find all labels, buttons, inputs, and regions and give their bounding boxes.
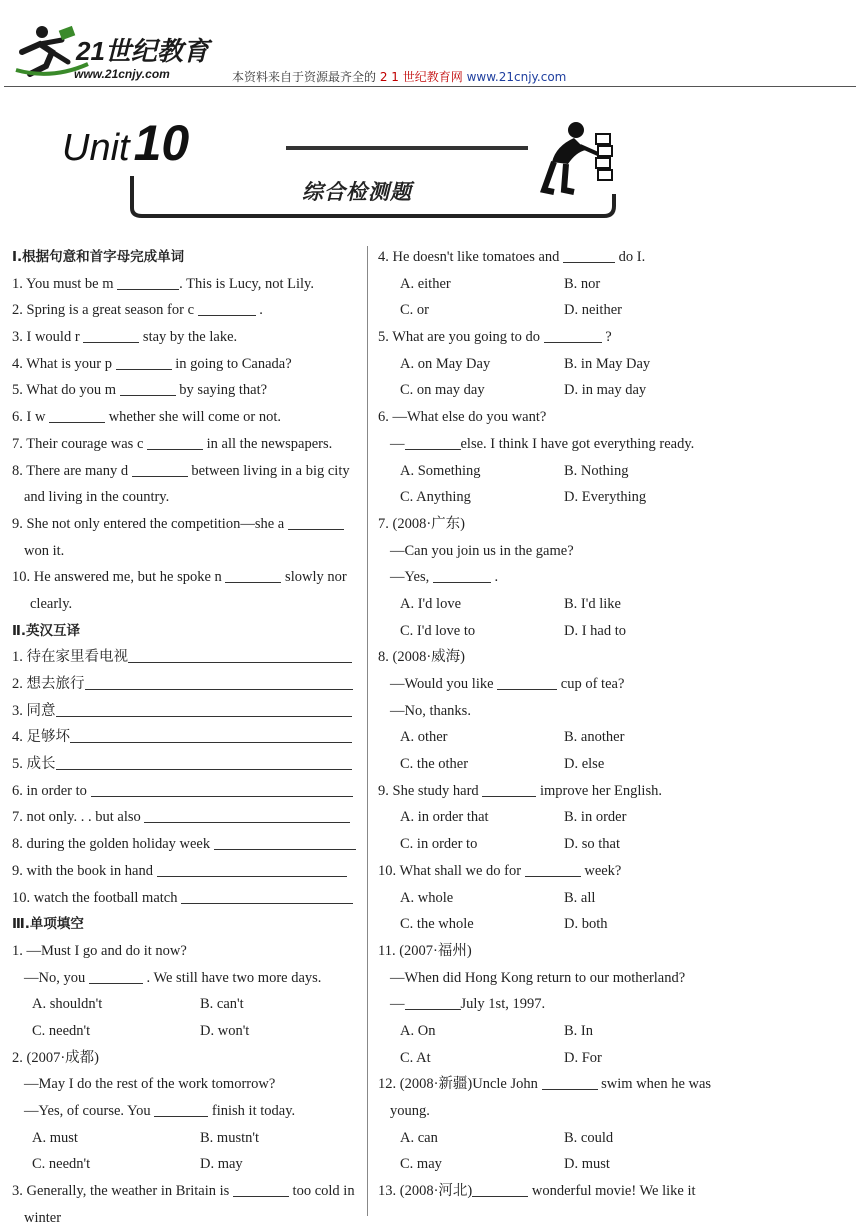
fill-q3: 3. I would r stay by the lake. — [12, 324, 364, 351]
subtitle: 综合检测题 — [302, 180, 412, 204]
header-divider — [4, 86, 856, 87]
answer-blank[interactable] — [288, 513, 344, 530]
mc-q6: 6. —What else do you want? — [378, 409, 547, 426]
unit-title — [62, 114, 189, 172]
option-a[interactable]: A. on May Day — [400, 355, 491, 372]
logo-text: 21世纪教育 — [76, 36, 209, 66]
mc-q6-options-ab — [378, 458, 724, 485]
fill-q7: 7. Their courage was c in all the newspapers. — [12, 431, 364, 458]
fill-q9: 9. She not only entered the competition—she a — [12, 511, 364, 538]
mc-q1: 1. —Must I go and do it now? — [12, 942, 187, 959]
mc-q11-stem: — July 1st, 1997. — [378, 991, 724, 1018]
answer-blank[interactable] — [497, 673, 557, 690]
person-lifting-boxes-icon — [524, 116, 620, 196]
answer-blank[interactable] — [157, 860, 347, 877]
option-b[interactable]: B. mustn't — [200, 1129, 260, 1146]
fill-q1: 1. You must be m . This is Lucy, not Lily. — [12, 271, 364, 298]
site-note-prefix: 本资料来自于资源最齐全的 — [232, 70, 377, 84]
option-b[interactable]: B. another — [564, 729, 625, 746]
answer-blank[interactable] — [405, 993, 461, 1010]
answer-blank[interactable] — [70, 726, 352, 743]
fill-q8: 8. There are many d between living in a big city — [12, 458, 364, 485]
mc-q7-options-cd — [378, 618, 724, 645]
option-a[interactable]: A. must — [32, 1129, 78, 1146]
translate-q7: 7. not only. . . but also — [12, 804, 364, 831]
option-b[interactable]: B. in May Day — [564, 355, 651, 372]
translate-q6: 6. in order to — [12, 778, 364, 805]
mc-q8-stem: —Would you like cup of tea? — [378, 671, 724, 698]
mc-q12-cont: young. — [390, 1103, 430, 1119]
mc-q13: 13. (2008·河北) wonderful movie! We like it — [378, 1178, 724, 1205]
answer-blank[interactable] — [233, 1180, 289, 1197]
mc-q5-options-cd — [378, 377, 724, 404]
answer-blank[interactable] — [154, 1100, 208, 1117]
mc-q5: 5. What are you going to do ? — [378, 324, 724, 351]
logo-url: www.21cnjy.com — [74, 67, 170, 81]
option-d[interactable]: D. may — [200, 1156, 243, 1173]
option-d[interactable]: D. I had to — [564, 622, 627, 639]
mc-q11-options-cd — [378, 1045, 724, 1072]
answer-blank[interactable] — [85, 673, 353, 690]
option-c[interactable]: C. the whole — [400, 916, 474, 933]
mc-q9: 9. She study hard improve her English. — [378, 778, 724, 805]
mc-q4-options-ab — [378, 271, 724, 298]
mc-q8-source: 8. (2008·威海) — [378, 649, 465, 666]
mc-q10-options-ab — [378, 885, 724, 912]
answer-blank[interactable] — [147, 433, 203, 450]
answer-blank[interactable] — [83, 326, 139, 343]
right-column — [378, 244, 724, 1205]
translate-q5: 5. 成长 — [12, 751, 364, 778]
option-b[interactable]: B. In — [564, 1022, 593, 1039]
answer-blank[interactable] — [132, 460, 188, 477]
option-c[interactable]: C. on may day — [400, 382, 485, 399]
option-b[interactable]: B. can't — [200, 996, 244, 1013]
option-c[interactable]: C. in order to — [400, 836, 478, 853]
option-c[interactable]: C. or — [400, 302, 429, 319]
option-c[interactable]: C. may — [400, 1156, 442, 1173]
option-a[interactable]: A. either — [400, 275, 451, 292]
fill-q4: 4. What is your p in going to Canada? — [12, 351, 364, 378]
option-a[interactable]: A. I'd love — [400, 595, 462, 612]
answer-blank[interactable] — [117, 273, 179, 290]
site-note-name[interactable]: 2 1 世纪教育网 — [379, 70, 463, 84]
fill-q5: 5. What do you m by saying that? — [12, 377, 364, 404]
left-column — [12, 244, 364, 1231]
translate-q8: 8. during the golden holiday week — [12, 831, 364, 858]
mc-q1-stem: —No, you . We still have two more days. — [12, 965, 364, 992]
answer-blank[interactable] — [89, 967, 143, 984]
option-d[interactable]: D. in may day — [564, 382, 647, 399]
site-note — [232, 68, 566, 85]
mc-q6-options-cd — [378, 484, 724, 511]
mc-q12-options-ab — [378, 1125, 724, 1152]
mc-q11-options-ab — [378, 1018, 724, 1045]
mc-q9-options-ab — [378, 804, 724, 831]
answer-blank[interactable] — [225, 566, 281, 583]
translate-q3: 3. 同意 — [12, 698, 364, 725]
section-1-heading: Ⅰ.根据句意和首字母完成单词 — [12, 249, 185, 265]
option-a[interactable]: A. On — [400, 1022, 436, 1039]
mc-q3-cont: winter — [24, 1209, 62, 1226]
answer-blank[interactable] — [472, 1180, 528, 1197]
mc-q2: —May I do the rest of the work tomorrow? — [24, 1076, 276, 1093]
mc-q7-stem: —Yes, . — [378, 564, 724, 591]
option-d[interactable]: D. so that — [564, 836, 620, 853]
unit-word: Unit — [62, 127, 130, 169]
title-line — [286, 146, 528, 150]
option-d[interactable]: D. else — [564, 756, 605, 773]
mc-q4-options-cd — [378, 297, 724, 324]
site-note-link[interactable]: www.21cnjy.com — [466, 70, 567, 84]
fill-q6: 6. I w whether she will come or not. — [12, 404, 364, 431]
answer-blank[interactable] — [144, 806, 350, 823]
option-c[interactable]: C. needn't — [32, 1156, 91, 1173]
mc-q2-options-cd — [12, 1151, 364, 1178]
mc-q10-options-cd — [378, 911, 724, 938]
mc-q4: 4. He doesn't like tomatoes and do I. — [378, 244, 724, 271]
option-b[interactable]: B. Nothing — [564, 462, 629, 479]
unit-number: 10 — [133, 115, 190, 171]
option-d[interactable]: D. Everything — [564, 489, 647, 506]
mc-q9-options-cd — [378, 831, 724, 858]
mc-q10: 10. What shall we do for week? — [378, 858, 724, 885]
mc-q1-options-ab — [12, 991, 364, 1018]
mc-q8-options-ab — [378, 724, 724, 751]
answer-blank[interactable] — [49, 406, 105, 423]
mc-q11: —When did Hong Kong return to our motherland? — [390, 969, 686, 986]
mc-q12: 12. (2008·新疆)Uncle John swim when he was — [378, 1071, 724, 1098]
option-a[interactable]: A. shouldn't — [32, 996, 103, 1013]
option-c[interactable]: C. At — [400, 1049, 431, 1066]
answer-blank[interactable] — [91, 780, 353, 797]
logo-icon — [12, 22, 222, 84]
mc-q2-options-ab — [12, 1125, 364, 1152]
answer-blank[interactable] — [198, 299, 256, 316]
mc-q2-source: 2. (2007·成都) — [12, 1049, 99, 1066]
answer-blank[interactable] — [563, 246, 615, 263]
option-b[interactable]: B. nor — [564, 275, 601, 292]
fill-q10-cont: clearly. — [30, 595, 73, 612]
fill-q2: 2. Spring is a great season for c . — [12, 297, 364, 324]
section-3-heading: Ⅲ.单项填空 — [12, 916, 84, 933]
option-a[interactable]: A. Something — [400, 462, 481, 479]
answer-blank[interactable] — [116, 353, 172, 370]
option-a[interactable]: A. whole — [400, 889, 454, 906]
answer-blank[interactable] — [56, 753, 352, 770]
mc-q5-options-ab — [378, 351, 724, 378]
mc-q3: 3. Generally, the weather in Britain is too cold in — [12, 1178, 364, 1205]
answer-blank[interactable] — [544, 326, 602, 343]
option-b[interactable]: B. could — [564, 1129, 614, 1146]
option-d[interactable]: D. neither — [564, 302, 622, 319]
translate-q2: 2. 想去旅行 — [12, 671, 364, 698]
fill-q9-cont: won it. — [24, 542, 65, 559]
option-b[interactable]: B. all — [564, 889, 596, 906]
option-b[interactable]: B. in order — [564, 809, 627, 826]
answer-blank[interactable] — [433, 566, 491, 583]
mc-q8-reply: —No, thanks. — [390, 702, 471, 719]
option-d[interactable]: D. must — [564, 1156, 610, 1173]
option-c[interactable]: C. Anything — [400, 489, 471, 506]
fill-q8-cont: and living in the country. — [24, 489, 170, 506]
mc-q8-options-cd — [378, 751, 724, 778]
option-c[interactable]: C. needn't — [32, 1022, 91, 1039]
translate-q9: 9. with the book in hand — [12, 858, 364, 885]
page-header — [0, 0, 860, 88]
option-d[interactable]: D. both — [564, 916, 608, 933]
answer-blank[interactable] — [120, 379, 176, 396]
answer-blank[interactable] — [405, 433, 461, 450]
translate-q1: 1. 待在家里看电视 — [12, 644, 364, 671]
option-b[interactable]: B. I'd like — [564, 595, 621, 612]
option-a[interactable]: A. other — [400, 729, 448, 746]
option-c[interactable]: C. the other — [400, 756, 469, 773]
option-a[interactable]: A. in order that — [400, 809, 489, 826]
mc-q1-options-cd — [12, 1018, 364, 1045]
answer-blank[interactable] — [542, 1073, 598, 1090]
option-c[interactable]: C. I'd love to — [400, 622, 476, 639]
column-divider — [367, 246, 368, 1216]
mc-q12-options-cd — [378, 1151, 724, 1178]
translate-q4: 4. 足够坏 — [12, 724, 364, 751]
answer-blank[interactable] — [56, 700, 352, 717]
mc-q11-source: 11. (2007·福州) — [378, 942, 472, 959]
mc-q2-stem: —Yes, of course. You finish it today. — [12, 1098, 364, 1125]
answer-blank[interactable] — [128, 646, 352, 663]
fill-q10: 10. He answered me, but he spoke n slowly nor — [12, 564, 364, 591]
mc-q7-options-ab — [378, 591, 724, 618]
mc-q6-stem: — else. I think I have got everything ready. — [378, 431, 724, 458]
translate-q10: 10. watch the football match — [12, 885, 364, 912]
section-2-heading: Ⅱ.英汉互译 — [12, 622, 81, 639]
answer-blank[interactable] — [525, 860, 581, 877]
answer-blank[interactable] — [214, 833, 356, 850]
answer-blank[interactable] — [482, 780, 536, 797]
mc-q7: —Can you join us in the game? — [390, 542, 574, 559]
option-d[interactable]: D. For — [564, 1049, 602, 1066]
option-a[interactable]: A. can — [400, 1129, 438, 1146]
mc-q7-source: 7. (2008·广东) — [378, 515, 465, 532]
option-d[interactable]: D. won't — [200, 1022, 250, 1039]
answer-blank[interactable] — [181, 887, 353, 904]
